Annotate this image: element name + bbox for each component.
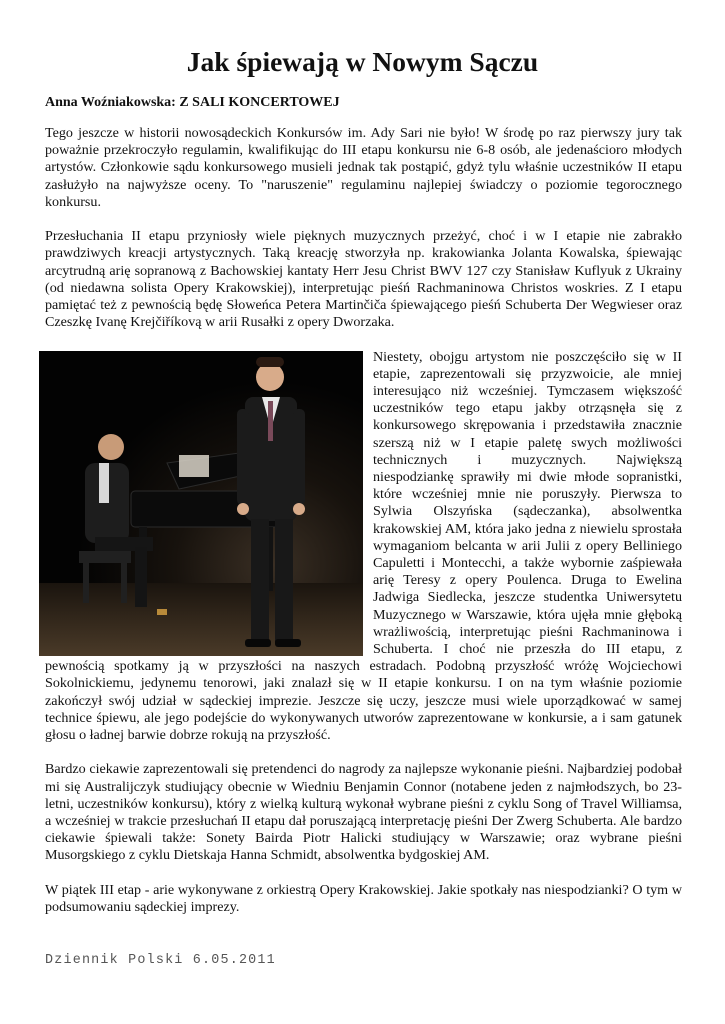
article-signature: Dziennik Polski 6.05.2011 xyxy=(45,953,276,968)
article-byline: Anna Woźniakowska: Z SALI KONCERTOWEJ xyxy=(45,95,340,110)
article-body xyxy=(45,125,682,933)
concert-photo xyxy=(39,351,363,656)
article-paragraph: W piątek III etap - arie wykonywane z orkiestrą Opery Krakowskiej. Jakie spotkały nas niespodzianki? O tym w podsumowaniu sądeckiej imprezy. xyxy=(45,881,682,916)
concert-photo-illustration xyxy=(39,351,363,656)
article-paragraph: Niestety, obojgu artystom nie poszczęściło się w II etapie, zaprezentowali się przyzwoicie, ale mniej interesująco niż wcześniej. Tymczasem większość uczestników tego etapu jakby otrząsnęła się z konkursowego skrępowania i przedstawiła znacznie szerszą niż w I etapie paletę swych możliwości technicznych i muzycznych. Największą niespodziankę sprawiły mi dwie młode sopranistki, które wcześniej mnie nie poruszyły. Pierwsza to Sylwia Olszyńska (sądeczanka), absolwentka krakowskiej AM, która jako jedna z niewielu sprostała wymaganiom belcanta w arii Julii z opery Belliniego Capuletti i Montecchi, a także wybornie zaśpiewała arię Teresy z opery Poulenca. Druga to Ewelina Jadwiga Siedlecka, jeszcze studentka Uniwersytetu Muzycznego w Warszawie, która ujęła mnie głęboką wrażliwością, interpretując pieśni Rachmaninowa i Schuberta. I choć nie przeszła do III etapu, z pewnością spotkamy ją w przyszłości na naszych estradach. Podobną przyszłość wróżę Wojciechowi Sokolnickiemu, jedynemu tenorowi, jaki znalazł się w II etapie konkursu. I on na tym właśnie poziomie zakończył swój udział w sądeckiej imprezie. Jeszcze się uczy, jeszcze musi wiele uporządkować w samej technice śpiewu, ale jego podejście do wykonywanych utworów zaprezentowane w konkursie, a i sam gatunek głosu o ładnej barwie dobrze rokują na przyszłość. xyxy=(45,348,682,744)
article-paragraph: Bardzo ciekawie zaprezentowali się pretendenci do nagrody za najlepsze wykonanie pieśni. Najbardziej podobał mi się Australijczyk studiujący obecnie w Wiedniu Benjamin Connor (notabene jeden z najmłodszych, bo 23-letni, uczestników konkursu), który z wielką kulturą wykonał wybrane pieśni z cyklu Song of Travel Williamsa, a wcześniej w trakcie przesłuchań II etapu dał poruszającą interpretację pieśni Der Zwerg Schuberta. Ale bardzo ciekawie śpiewali także: Sonety Bairda Piotr Halicki studiujący w Warszawie; oraz wybrane pieśni Musorgskiego z cyklu Dietskaja Hanna Schmidt, absolwentka bydgoskiej AM. xyxy=(45,761,682,864)
article-paragraph: Tego jeszcze w historii nowosądeckich Konkursów im. Ady Sari nie było! W środę po raz pierwszy jury tak poważnie przekroczyło regulamin, kwalifikując do III etapu konkursu nie 6-8 osób, ale jedenaścioro młodych artystów. Członkowie sądu konkursowego musieli jednak tak postąpić, gdyż tylu właśnie uczestników II etapu zasłużyło na najwyższe oceny. To "naruszenie" regulaminu najlepiej świadczy o poziomie tegorocznego konkursu. xyxy=(45,125,682,210)
article-title: Jak śpiewają w Nowym Sączu xyxy=(186,46,539,77)
article-paragraph: Przesłuchania II etapu przyniosły wiele pięknych muzycznych przeżyć, choć i w I etapie nie zabrakło prawdziwych kreacji artystycznych. Taką kreację stworzyła np. krakowianka Jolanta Kowalska, śpiewając arcytrudną arię sopranową z Bachowskiej kantaty Herr Jesu Christ BWV 127 czy Stanisław Kuflyuk z Ukrainy (od niedawna solista Opery Krakowskiej), interpretując pieśń Rachmaninowa Christos woskries. Z I etapu pamiętać też z pewnością będę Słoweńca Petera Martinčiča śpiewającego pieśń Schuberta Der Wegwieser oraz Czeszkę Ivanę Krejčiříkovą w arii Rusałki z opery Dworzaka. xyxy=(45,228,682,331)
